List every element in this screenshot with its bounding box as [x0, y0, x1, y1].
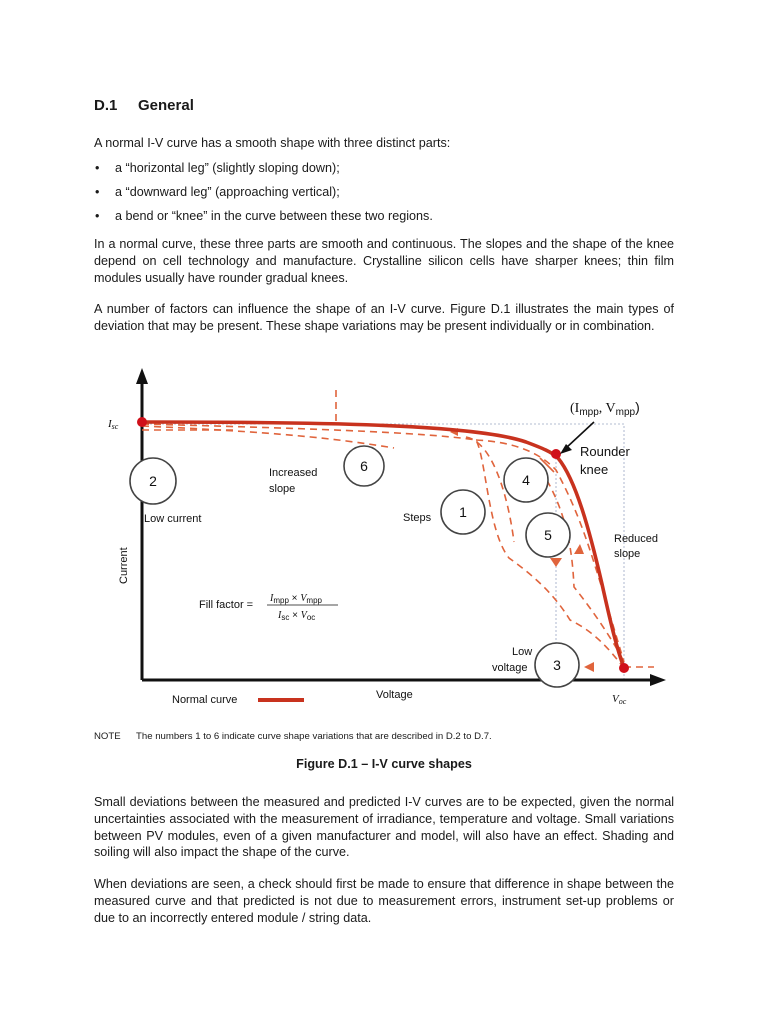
- marker-6: [344, 446, 384, 486]
- reduced-slope-label-1: Reduced: [614, 533, 659, 545]
- reduced-slope-arrow-icon: [574, 544, 584, 554]
- x-axis-label: Voltage: [376, 689, 413, 701]
- paragraph-knee-shape: In a normal curve, these three parts are smooth and continuous. The slopes and the shape of the knee depend on cell technology and manufacture. Crystalline silicon cells have sharper knees; thin film modules usually have rounder gradual knees.: [94, 237, 674, 285]
- bullet-list: [94, 160, 674, 232]
- svg-text:4: 4: [522, 472, 530, 488]
- bullet-icon: •: [95, 209, 100, 223]
- increased-slope-label-1: Increased: [269, 467, 318, 479]
- note-label: NOTE: [94, 731, 121, 742]
- reduced-slope-label-2: slope: [614, 548, 641, 560]
- figure-note: [94, 731, 492, 742]
- low-current-label: Low current: [144, 513, 202, 525]
- svg-text:2: 2: [149, 473, 157, 489]
- increased-slope-label-2: slope: [269, 483, 296, 495]
- low-voltage-arrow-icon: [584, 662, 594, 672]
- marker-4: [504, 458, 548, 502]
- svg-text:5: 5: [544, 527, 552, 543]
- figure-caption: Figure D.1 – I-V curve shapes: [296, 757, 472, 771]
- fill-factor-formula: [199, 593, 338, 622]
- svg-text:6: 6: [360, 458, 368, 474]
- svg-text:1: 1: [459, 504, 467, 520]
- marker-1: [441, 490, 485, 534]
- section-heading: [94, 97, 194, 114]
- low-voltage-label-2: voltage: [492, 662, 528, 674]
- section-number: D.1: [94, 97, 118, 114]
- note-text: The numbers 1 to 6 indicate curve shape variations that are described in D.2 to D.7.: [136, 731, 492, 742]
- steps-label: Steps: [403, 512, 432, 524]
- list-item: • a “horizontal leg” (slightly sloping down);: [95, 161, 340, 175]
- paragraph-checks: When deviations are seen, a check should first be made to ensure that difference in shape between the measured curve and that predicted is not due to measurement errors, instrument set-up problems or due to an incorrectly entered module / string data.: [94, 877, 674, 925]
- y-axis-arrow-icon: [136, 368, 148, 384]
- list-item: • a bend or “knee” in the curve between these two regions.: [95, 209, 433, 223]
- legend-label: Normal curve: [172, 694, 238, 706]
- voc-label: Voc: [612, 693, 627, 706]
- knee-label-line2: knee: [580, 462, 609, 477]
- y-axis-label: Current: [118, 547, 130, 584]
- variation-curves: [142, 390, 654, 668]
- mpp-point: [551, 449, 561, 459]
- voc-point: [619, 663, 629, 673]
- svg-text:3: 3: [553, 657, 561, 673]
- marker-3: [535, 643, 579, 687]
- paragraph-factors: A number of factors can influence the shape of an I-V curve. Figure D.1 illustrates the main types of deviation that may be present. These shape variations may be present individually or in combination.: [94, 302, 674, 333]
- bullet-icon: •: [95, 185, 100, 199]
- fill-factor-label: Fill factor =: [199, 599, 254, 611]
- x-axis-arrow-icon: [650, 674, 666, 686]
- iv-curve-figure: [94, 362, 684, 722]
- rounder-knee-arrow-icon: [550, 558, 562, 567]
- section-title: General: [138, 97, 194, 114]
- fill-factor-denominator: $I_{sc} \times V_{oc}$: [278, 610, 316, 622]
- marker-2: [130, 458, 176, 504]
- low-voltage-label-1: Low: [512, 646, 533, 658]
- list-item: • a “downward leg” (approaching vertical);: [95, 185, 340, 199]
- marker-5: [526, 513, 570, 557]
- fill-factor-numerator: $I_{mpp} \times V_{mpp}$: [270, 593, 322, 605]
- isc-point: [137, 417, 147, 427]
- isc-label: Isc: [108, 418, 119, 431]
- mpp-arrow-icon: [560, 444, 572, 454]
- rounder-knee-curve: [534, 460, 624, 662]
- bullet-icon: •: [95, 161, 100, 175]
- knee-label-line1: Rounder: [580, 444, 630, 459]
- intro-paragraph: A normal I-V curve has a smooth shape with three distinct parts:: [94, 136, 451, 150]
- paragraph-deviations: Small deviations between the measured and predicted I-V curves are to be expected, given the normal uncertainties associated with the measurement of irradiance, temperature and voltage. Small variations between PV modules, even of a given manufacturer and model, will also have an effect. Shading and soiling will also impact the shape of the curve.: [94, 795, 674, 860]
- mpp-label: ($I_{mpp}$, $V_{mpp}$): [570, 399, 640, 418]
